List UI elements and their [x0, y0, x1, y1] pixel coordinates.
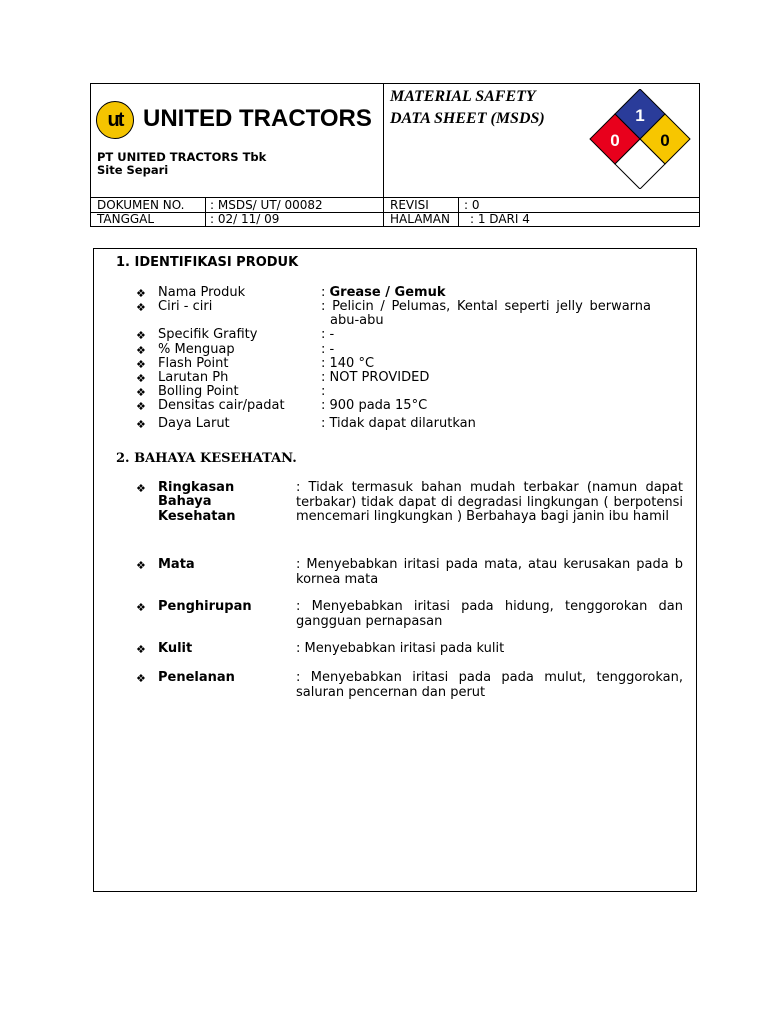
- hazard-label: Penghirupan: [158, 599, 252, 614]
- brand-name: UNITED TRACTORS: [143, 105, 372, 132]
- company-logo-icon: ut: [96, 101, 134, 139]
- item-label: Daya Larut: [158, 416, 230, 431]
- item-value-cont: abu-abu: [330, 313, 384, 328]
- hazard-summary-text: : Tidak termasuk bahan mudah terbakar (namun dapat terbakar) tidak dapat di degradasi lingkungan ( berpotensi mencemari lingkungkan ) Berbahaya bagi janin ibu hamil: [296, 480, 683, 524]
- bullet-icon: ❖: [136, 482, 146, 495]
- item-value: : -: [321, 342, 335, 357]
- item-value: : 900 pada 15°C: [321, 398, 428, 413]
- flammability-rating: 1: [635, 106, 645, 125]
- item-label: Nama Produk: [158, 285, 246, 300]
- product-name: Grease / Gemuk: [329, 285, 446, 300]
- hazard-label: Kulit: [158, 641, 193, 656]
- hazard-label: Bahaya: [158, 494, 212, 509]
- document-title-line2: DATA SHEET (MSDS): [390, 110, 545, 127]
- meta-col-2: [458, 197, 459, 227]
- page-value: : 1 DARI 4: [470, 212, 530, 226]
- item-value: : Grease / Gemuk: [321, 285, 446, 300]
- item-value: : Tidak dapat dilarutkan: [321, 416, 476, 431]
- item-value: :: [321, 384, 326, 399]
- health-rating: 0: [610, 131, 620, 150]
- hazard-label: Mata: [158, 557, 195, 572]
- doc-number-value: : MSDS/ UT/ 00082: [210, 198, 323, 212]
- revision-label: REVISI: [390, 198, 429, 212]
- bullet-icon: ❖: [136, 372, 146, 385]
- item-value: : 140 °C: [321, 356, 375, 371]
- site-name: Site Separi: [97, 163, 169, 177]
- date-label: TANGGAL: [97, 212, 155, 226]
- bullet-icon: ❖: [136, 559, 146, 572]
- hazard-eye-text: : Menyebabkan iritasi pada mata, atau kerusakan pada b kornea mata: [296, 557, 683, 587]
- page-label: HALAMAN: [390, 212, 450, 226]
- hazard-label: Kesehatan: [158, 509, 236, 524]
- hazard-label: Penelanan: [158, 670, 235, 685]
- doc-number-label: DOKUMEN NO.: [97, 198, 185, 212]
- hazard-ingestion-text: : Menyebabkan iritasi pada pada mulut, tenggorokan, saluran pencernan dan perut: [296, 670, 683, 700]
- bullet-icon: ❖: [136, 672, 146, 685]
- company-name: PT UNITED TRACTORS Tbk: [97, 150, 267, 164]
- bullet-icon: ❖: [136, 301, 146, 314]
- bullet-icon: ❖: [136, 386, 146, 399]
- hazard-skin-text: : Menyebabkan iritasi pada kulit: [296, 641, 505, 656]
- revision-value: : 0: [464, 198, 480, 212]
- section-1-title: 1. IDENTIFIKASI PRODUK: [116, 255, 299, 270]
- item-label: Ciri - ciri: [158, 299, 213, 314]
- item-label: Bolling Point: [158, 384, 239, 399]
- item-label: Densitas cair/padat: [158, 398, 285, 413]
- meta-col-1: [205, 197, 206, 227]
- item-label: Larutan Ph: [158, 370, 229, 385]
- bullet-icon: ❖: [136, 643, 146, 656]
- item-value: : Pelicin / Pelumas, Kental seperti jelly berwarna: [321, 299, 651, 314]
- bullet-icon: ❖: [136, 601, 146, 614]
- item-value: : -: [321, 327, 335, 342]
- header-divider: [383, 83, 384, 227]
- date-value: : 02/ 11/ 09: [210, 212, 280, 226]
- item-label: Specifik Grafity: [158, 327, 258, 342]
- bullet-icon: ❖: [136, 358, 146, 371]
- bullet-icon: ❖: [136, 418, 146, 431]
- bullet-icon: ❖: [136, 400, 146, 413]
- hazard-inhalation-text: : Menyebabkan iritasi pada hidung, tenggorokan dan gangguan pernapasan: [296, 599, 683, 629]
- item-value: : NOT PROVIDED: [321, 370, 430, 385]
- nfpa-hazard-diamond-icon: [588, 89, 692, 189]
- hazard-label: Ringkasan: [158, 480, 235, 495]
- item-label: % Menguap: [158, 342, 235, 357]
- document-title-line1: MATERIAL SAFETY: [390, 88, 536, 105]
- bullet-icon: ❖: [136, 344, 146, 357]
- reactivity-rating: 0: [660, 131, 670, 150]
- section-2-title: 2. BAHAYA KESEHATAN.: [116, 451, 297, 466]
- item-label: Flash Point: [158, 356, 229, 371]
- bullet-icon: ❖: [136, 329, 146, 342]
- bullet-icon: ❖: [136, 287, 146, 300]
